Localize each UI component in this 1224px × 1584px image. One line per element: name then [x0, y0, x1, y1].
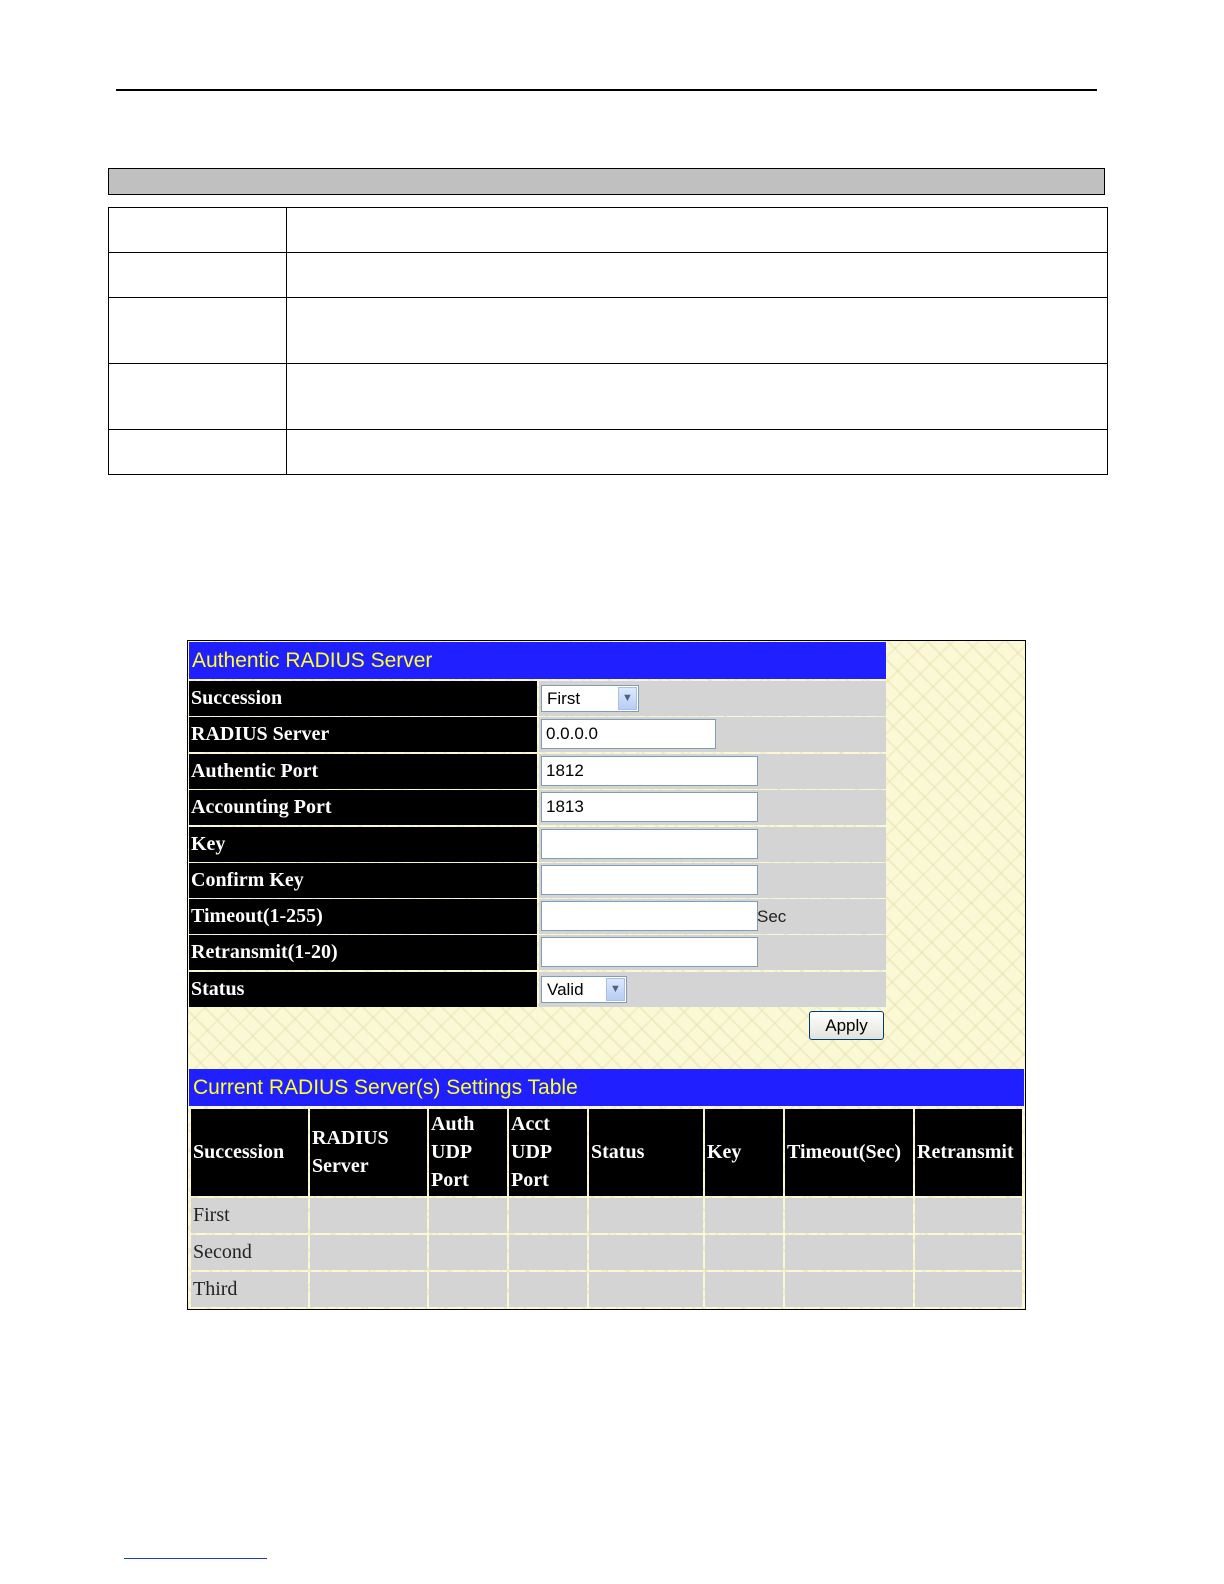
header-rule [116, 89, 1097, 91]
description-cell [287, 364, 1108, 430]
empty-cell [589, 1272, 703, 1307]
description-cell [287, 253, 1108, 298]
empty-cell [915, 1272, 1022, 1307]
status-selected-value: Valid [547, 980, 584, 999]
parameter-cell [109, 208, 287, 253]
col-header-acct-udp-port: Acct UDP Port [509, 1109, 587, 1196]
radius-server-input[interactable] [541, 719, 716, 749]
table-row [109, 364, 1108, 430]
status-label: Status [189, 972, 537, 1007]
empty-cell [310, 1235, 427, 1270]
table-row [191, 1272, 1022, 1307]
succession-row [189, 681, 886, 716]
radius-server-row [189, 717, 886, 752]
col-header-auth-udp-port: Auth UDP Port [429, 1109, 507, 1196]
empty-cell [310, 1272, 427, 1307]
confirm-key-value-cell [539, 863, 886, 898]
radius-server-value-cell [539, 717, 886, 752]
succession-value-cell [539, 681, 886, 716]
accounting-port-row [189, 790, 886, 825]
authentic-port-value-cell [539, 754, 886, 789]
empty-cell [915, 1198, 1022, 1233]
col-header-retransmit: Retransmit [915, 1109, 1022, 1196]
timeout-row [189, 899, 886, 934]
col-header-status: Status [589, 1109, 703, 1196]
empty-cell [509, 1198, 587, 1233]
table-row [191, 1198, 1022, 1233]
row-succession-cell: Second [191, 1235, 308, 1270]
radius-server-panel [187, 640, 1026, 1310]
parameter-table-header [108, 168, 1105, 195]
empty-cell [429, 1235, 507, 1270]
description-cell [287, 298, 1108, 364]
parameter-cell [109, 253, 287, 298]
retransmit-row [189, 935, 886, 970]
confirm-key-label: Confirm Key [189, 863, 537, 898]
key-label: Key [189, 827, 537, 862]
empty-cell [429, 1272, 507, 1307]
key-input[interactable] [541, 829, 758, 859]
footer-link-underline [124, 1558, 267, 1559]
col-header-succession: Succession [191, 1109, 308, 1196]
succession-label: Succession [189, 681, 537, 716]
parameter-cell [109, 430, 287, 475]
table-row [109, 208, 1108, 253]
empty-cell [705, 1198, 783, 1233]
authentic-port-label: Authentic Port [189, 754, 537, 789]
timeout-input[interactable] [541, 901, 758, 931]
accounting-port-label: Accounting Port [189, 790, 537, 825]
authentic-port-row [189, 754, 886, 789]
parameter-cell [109, 364, 287, 430]
empty-cell [705, 1235, 783, 1270]
accounting-port-input[interactable] [541, 792, 758, 822]
confirm-key-input[interactable] [541, 865, 758, 895]
description-cell [287, 208, 1108, 253]
settings-table-title: Current RADIUS Server(s) Settings Table [189, 1069, 1024, 1106]
key-value-cell [539, 827, 886, 862]
empty-cell [509, 1235, 587, 1270]
empty-cell [509, 1272, 587, 1307]
table-row [191, 1235, 1022, 1270]
parameter-cell [109, 298, 287, 364]
status-row [189, 972, 886, 1007]
description-cell [287, 430, 1108, 475]
key-row [189, 827, 886, 862]
status-value-cell [539, 972, 886, 1007]
timeout-value-cell [539, 899, 886, 934]
empty-cell [429, 1198, 507, 1233]
table-row [109, 430, 1108, 475]
panel-title: Authentic RADIUS Server [189, 642, 886, 679]
confirm-key-row [189, 863, 886, 898]
timeout-unit-label: Sec [757, 907, 787, 926]
retransmit-input[interactable] [541, 937, 758, 967]
empty-cell [310, 1198, 427, 1233]
parameter-description-table [108, 207, 1108, 475]
chevron-down-icon[interactable]: ▼ [618, 687, 637, 710]
table-header-row [191, 1109, 1022, 1196]
radius-settings-table [189, 1107, 1024, 1309]
col-header-timeout: Timeout(Sec) [785, 1109, 913, 1196]
empty-cell [589, 1235, 703, 1270]
timeout-label: Timeout(1-255) [189, 899, 537, 934]
empty-cell [785, 1198, 913, 1233]
authentic-port-input[interactable] [541, 756, 758, 786]
apply-button[interactable]: Apply [809, 1011, 884, 1040]
retransmit-label: Retransmit(1-20) [189, 935, 537, 970]
table-row [109, 253, 1108, 298]
table-row [109, 298, 1108, 364]
accounting-port-value-cell [539, 790, 886, 825]
status-select[interactable] [541, 976, 627, 1003]
empty-cell [705, 1272, 783, 1307]
radius-server-label: RADIUS Server [189, 717, 537, 752]
col-header-radius-server: RADIUS Server [310, 1109, 427, 1196]
empty-cell [589, 1198, 703, 1233]
empty-cell [915, 1235, 1022, 1270]
empty-cell [785, 1235, 913, 1270]
row-succession-cell: First [191, 1198, 308, 1233]
retransmit-value-cell [539, 935, 886, 970]
succession-select[interactable] [541, 685, 639, 712]
row-succession-cell: Third [191, 1272, 308, 1307]
empty-cell [785, 1272, 913, 1307]
col-header-key: Key [705, 1109, 783, 1196]
chevron-down-icon[interactable]: ▼ [606, 978, 625, 1001]
succession-selected-value: First [547, 689, 581, 708]
